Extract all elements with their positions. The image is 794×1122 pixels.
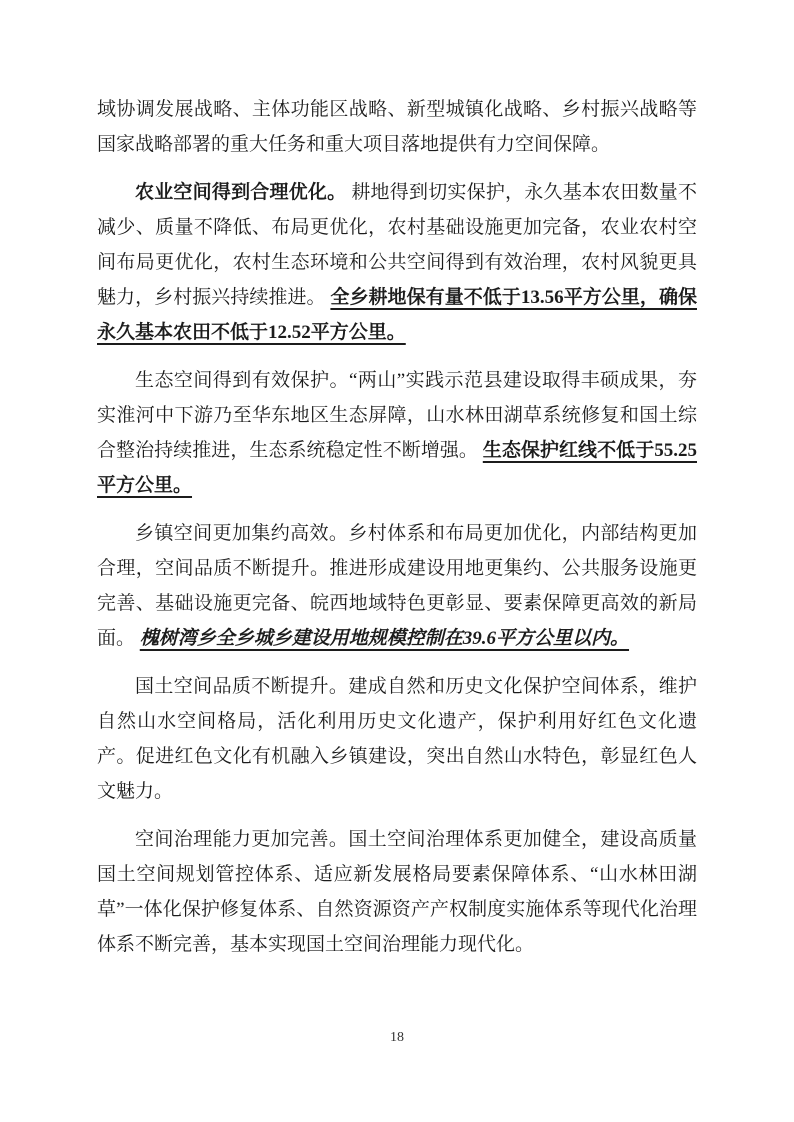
ecological-redline-highlight: 生态保护红线不低于55.25平方公里。 — [97, 440, 697, 496]
document-body — [97, 92, 697, 975]
text-segment: 空间治理能力更加完善。国土空间治理体系更加健全，建设高质量国土空间规划管控体系、适应新发展格局要素保障体系、“山水林田湖草”一体化保护修复体系、自然资源资产产权制度实施体系等现代化治理体系不断完善，基本实现国土空间治理能力现代化。 — [97, 829, 697, 955]
paragraph-agricultural-space — [97, 175, 697, 350]
farmland-constraint-highlight: 全乡耕地保有量不低于13.56平方公里，确保永久基本农田不低于12.52平方公里。 — [97, 287, 697, 343]
page-number: 18 — [390, 1030, 404, 1045]
paragraph-strategy-continuation — [97, 92, 697, 162]
text-segment: 乡镇空间更加集约高效。乡村体系和布局更加优化，内部结构更加合理，空间品质不断提升。推进形成建设用地更集约、公共服务设施更完善、基础设施更完备、皖西地域特色更彰显、要素保障更高效的新局面。 — [97, 523, 697, 649]
paragraph-township-space — [97, 516, 697, 656]
text-segment: 域协调发展战略、主体功能区战略、新型城镇化战略、乡村振兴战略等国家战略部署的重大任务和重大项目落地提供有力空间保障。 — [97, 99, 697, 155]
text-segment: 国土空间品质不断提升。建成自然和历史文化保护空间体系，维护自然山水空间格局，活化利用历史文化遗产，保护利用好红色文化遗产。促进红色文化有机融入乡镇建设，突出自然山水特色，彰显红色人文魅力。 — [97, 676, 697, 802]
bold-lead-sentence: 农业空间得到合理优化。 — [135, 182, 347, 203]
text-segment: 生态空间得到有效保护。“两山”实践示范县建设取得丰硕成果，夯实淮河中下游乃至华东地区生态屏障，山水林田湖草系统修复和国土综合整治持续推进，生态系统稳定性不断增强。 — [97, 370, 697, 461]
paragraph-governance-capacity — [97, 822, 697, 962]
paragraph-ecological-space — [97, 363, 697, 503]
construction-land-constraint-highlight: 槐树湾乡全乡城乡建设用地规模控制在39.6平方公里以内。 — [139, 628, 630, 649]
paragraph-land-space-quality — [97, 669, 697, 809]
text-segment: 耕地得到切实保护，永久基本农田数量不减少、质量不降低、布局更优化，农村基础设施更加完备，农业农村空间布局更优化，农村生态环境和公共空间得到有效治理，农村风貌更具魅力，乡村振兴持续推进。 — [97, 182, 697, 308]
